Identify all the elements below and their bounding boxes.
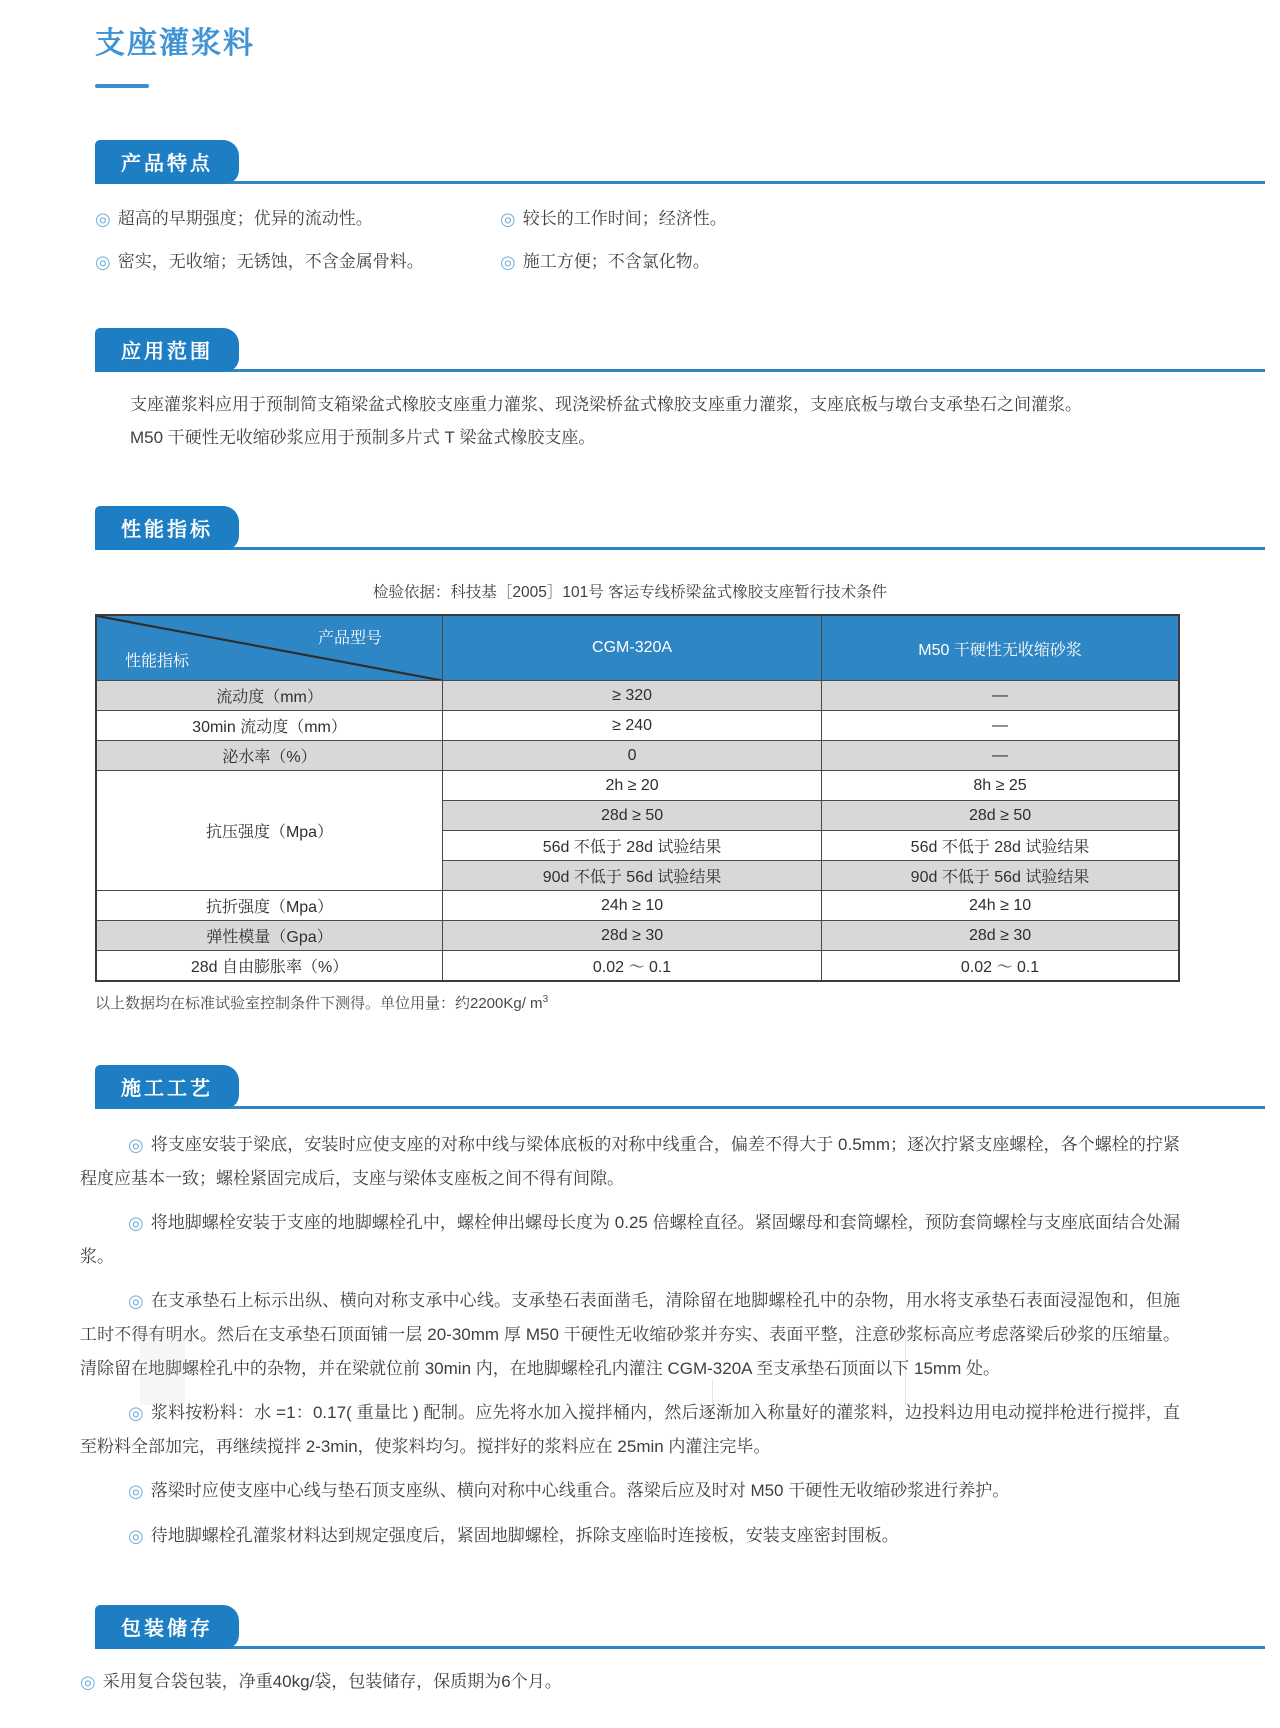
ring-bullet-icon: ◎: [95, 251, 111, 272]
packaging-text: 采用复合袋包装，净重40kg/袋，包装储存，保质期为6个月。: [102, 1672, 562, 1692]
construction-step: [80, 1473, 1180, 1508]
row-label: 30min 流动度（mm）: [96, 711, 443, 741]
feature-item: [500, 247, 1180, 276]
footnote-superscript: 3: [542, 993, 549, 1005]
row-label: 泌水率（%）: [96, 741, 443, 771]
row-label: 抗折强度（Mpa）: [96, 891, 443, 921]
section-tab-application: 应用范围: [95, 328, 239, 372]
application-paragraph: 支座灌浆料应用于预制简支箱梁盆式橡胶支座重力灌浆、现浇梁桥盆式橡胶支座重力灌浆，支座底板与墩台支承垫石之间灌浆。: [130, 394, 1082, 414]
footnote-text: 以上数据均在标准试验室控制条件下测得。单位用量：约2200Kg/ m: [95, 994, 543, 1012]
section-features: [80, 140, 1180, 276]
construction-step: [80, 1205, 1180, 1273]
table-row: [96, 741, 1179, 771]
cell-cgm: ≥ 240: [443, 711, 822, 741]
cell-cgm: 28d ≥ 30: [443, 921, 822, 951]
corner-label-performance-index: 性能指标: [125, 653, 190, 671]
ring-bullet-icon: ◎: [128, 1213, 144, 1234]
section-tab-construction: 施工工艺: [95, 1065, 239, 1109]
section-header-rule: [95, 1646, 1265, 1649]
feature-text: 施工方便；不含氯化物。: [522, 251, 710, 271]
cell-m50: 28d ≥ 50: [822, 801, 1179, 831]
table-row: [96, 951, 1179, 981]
table-row: [96, 711, 1179, 741]
ring-bullet-icon: ◎: [80, 1672, 96, 1693]
cell-m50: —: [822, 681, 1179, 711]
section-header: [95, 140, 1180, 184]
cell-cgm: 56d 不低于 28d 试验结果: [443, 831, 822, 861]
feature-item: [95, 247, 500, 276]
diagonal-header-cell: [96, 615, 443, 681]
section-performance: [80, 506, 1180, 1013]
construction-step: [80, 1283, 1180, 1384]
cell-cgm: 0.02 ～ 0.1: [443, 951, 822, 981]
cell-cgm: 24h ≥ 10: [443, 891, 822, 921]
row-label: 流动度（mm）: [96, 681, 443, 711]
section-tab-features: 产品特点: [95, 140, 239, 184]
row-label: 28d 自由膨胀率（%）: [96, 951, 443, 981]
scan-artifact-line: [712, 1380, 713, 1405]
table-row: [96, 681, 1179, 711]
application-paragraph: M50 干硬性无收缩砂浆应用于预制多片式 T 梁盆式橡胶支座。: [130, 427, 596, 447]
cell-m50: 28d ≥ 30: [822, 921, 1179, 951]
section-header: [95, 1605, 1180, 1649]
cell-m50: 24h ≥ 10: [822, 891, 1179, 921]
table-footnote: [95, 992, 1180, 1013]
ring-bullet-icon: ◎: [500, 251, 516, 272]
ring-bullet-icon: ◎: [128, 1134, 144, 1155]
section-header-rule: [95, 1106, 1265, 1109]
section-header: [95, 328, 1180, 372]
ring-bullet-icon: ◎: [128, 1402, 144, 1423]
section-tab-packaging: 包装储存: [95, 1605, 239, 1649]
construction-step: [80, 1127, 1180, 1195]
ring-bullet-icon: ◎: [500, 209, 516, 229]
cell-m50: 90d 不低于 56d 试验结果: [822, 861, 1179, 891]
cell-cgm: 2h ≥ 20: [443, 771, 822, 801]
table-row: [96, 891, 1179, 921]
ring-bullet-icon: ◎: [128, 1480, 144, 1501]
step-text: 落梁时应使支座中心线与垫石顶支座纵、横向对称中心线重合。落梁后应及时对 M50 干硬性无收缩砂浆进行养护。: [150, 1480, 1010, 1500]
feature-text: 较长的工作时间；经济性。: [522, 209, 727, 228]
corner-label-product-model: 产品型号: [318, 629, 383, 647]
table-header-row: [96, 615, 1179, 681]
section-header-rule: [95, 181, 1265, 184]
page-title: 支座灌浆料: [95, 27, 255, 60]
title-underline-dash: [95, 84, 149, 88]
cell-m50: —: [822, 711, 1179, 741]
table-row: [96, 921, 1179, 951]
cell-cgm: 0: [443, 741, 822, 771]
step-text: 将地脚螺栓安装于支座的地脚螺栓孔中，螺栓伸出螺母长度为 0.25 倍螺栓直径。紧固螺母和套筒螺栓，预防套筒螺栓与支座底面结合处漏浆。: [80, 1213, 1180, 1267]
section-header-rule: [95, 547, 1265, 550]
feature-text: 超高的早期强度；优异的流动性。: [117, 209, 373, 228]
column-header-m50: M50 干硬性无收缩砂浆: [822, 615, 1179, 681]
cell-m50: 0.02 ～ 0.1: [822, 951, 1179, 981]
section-tab-performance: 性能指标: [95, 506, 239, 550]
row-label-compressive-strength: 抗压强度（Mpa）: [96, 771, 443, 891]
feature-item: [500, 204, 1180, 233]
section-header: [95, 506, 1180, 550]
feature-list: [95, 200, 1180, 276]
cell-m50: —: [822, 741, 1179, 771]
scan-artifact-ghost: [140, 1330, 185, 1405]
section-packaging: [80, 1605, 1180, 1698]
section-application: [80, 328, 1180, 454]
cell-cgm: 28d ≥ 50: [443, 801, 822, 831]
scan-artifact-line: [905, 1325, 906, 1405]
construction-step: [80, 1518, 1180, 1553]
performance-table: [95, 614, 1180, 982]
section-header-rule: [95, 369, 1265, 372]
ring-bullet-icon: ◎: [128, 1526, 144, 1547]
cell-cgm: ≥ 320: [443, 681, 822, 711]
packaging-item: [80, 1665, 1180, 1698]
step-text: 待地脚螺栓孔灌浆材料达到规定强度后，紧固地脚螺栓，拆除支座临时连接板，安装支座密封围板。: [150, 1526, 899, 1546]
feature-item: [95, 204, 500, 233]
inspection-basis-note: 检验依据：科技基［2005］101号 客运专线桥梁盆式橡胶支座暂行技术条件: [372, 583, 888, 601]
table-row: [96, 771, 1179, 801]
column-header-cgm: CGM-320A: [443, 615, 822, 681]
ring-bullet-icon: ◎: [128, 1291, 144, 1312]
feature-text: 密实，无收缩；无锈蚀，不含金属骨料。: [117, 251, 424, 271]
section-header: [95, 1065, 1180, 1109]
step-text: 在支承垫石上标示出纵、横向对称支承中心线。支承垫石表面凿毛，清除留在地脚螺栓孔中的杂物，用水将支承垫石表面浸湿饱和，但施工时不得有明水。然后在支承垫石顶面铺一层 20-30mm 厚 M50 干硬性无收缩砂浆并夯实、表面平整，注意砂浆标高应考虑落梁后砂浆的压缩量。清除留在地脚螺栓孔中的杂物，并在梁就位前 30min 内，在地脚螺栓孔内灌注 CGM-320A 至支承垫石顶面以下 15mm 处。: [80, 1291, 1180, 1378]
step-text: 将支座安装于梁底，安装时应使支座的对称中线与梁体底板的对称中线重合，偏差不得大于 0.5mm；逐次拧紧支座螺栓，各个螺栓的拧紧程度应基本一致；螺栓紧固完成后，支座与梁体支座板之间不得有间隙。: [80, 1134, 1180, 1188]
section-construction: [80, 1065, 1180, 1553]
cell-m50: 8h ≥ 25: [822, 771, 1179, 801]
step-text: 浆料按粉料：水 =1：0.17( 重量比 ) 配制。应先将水加入搅拌桶内，然后逐渐加入称量好的灌浆料，边投料边用电动搅拌枪进行搅拌，直至粉料全部加完，再继续搅拌 2-3min，使浆料均匀。搅拌好的浆料应在 25min 内灌注完毕。: [80, 1402, 1180, 1456]
cell-cgm: 90d 不低于 56d 试验结果: [443, 861, 822, 891]
row-label: 弹性模量（Gpa）: [96, 921, 443, 951]
cell-m50: 56d 不低于 28d 试验结果: [822, 831, 1179, 861]
ring-bullet-icon: ◎: [95, 209, 111, 229]
